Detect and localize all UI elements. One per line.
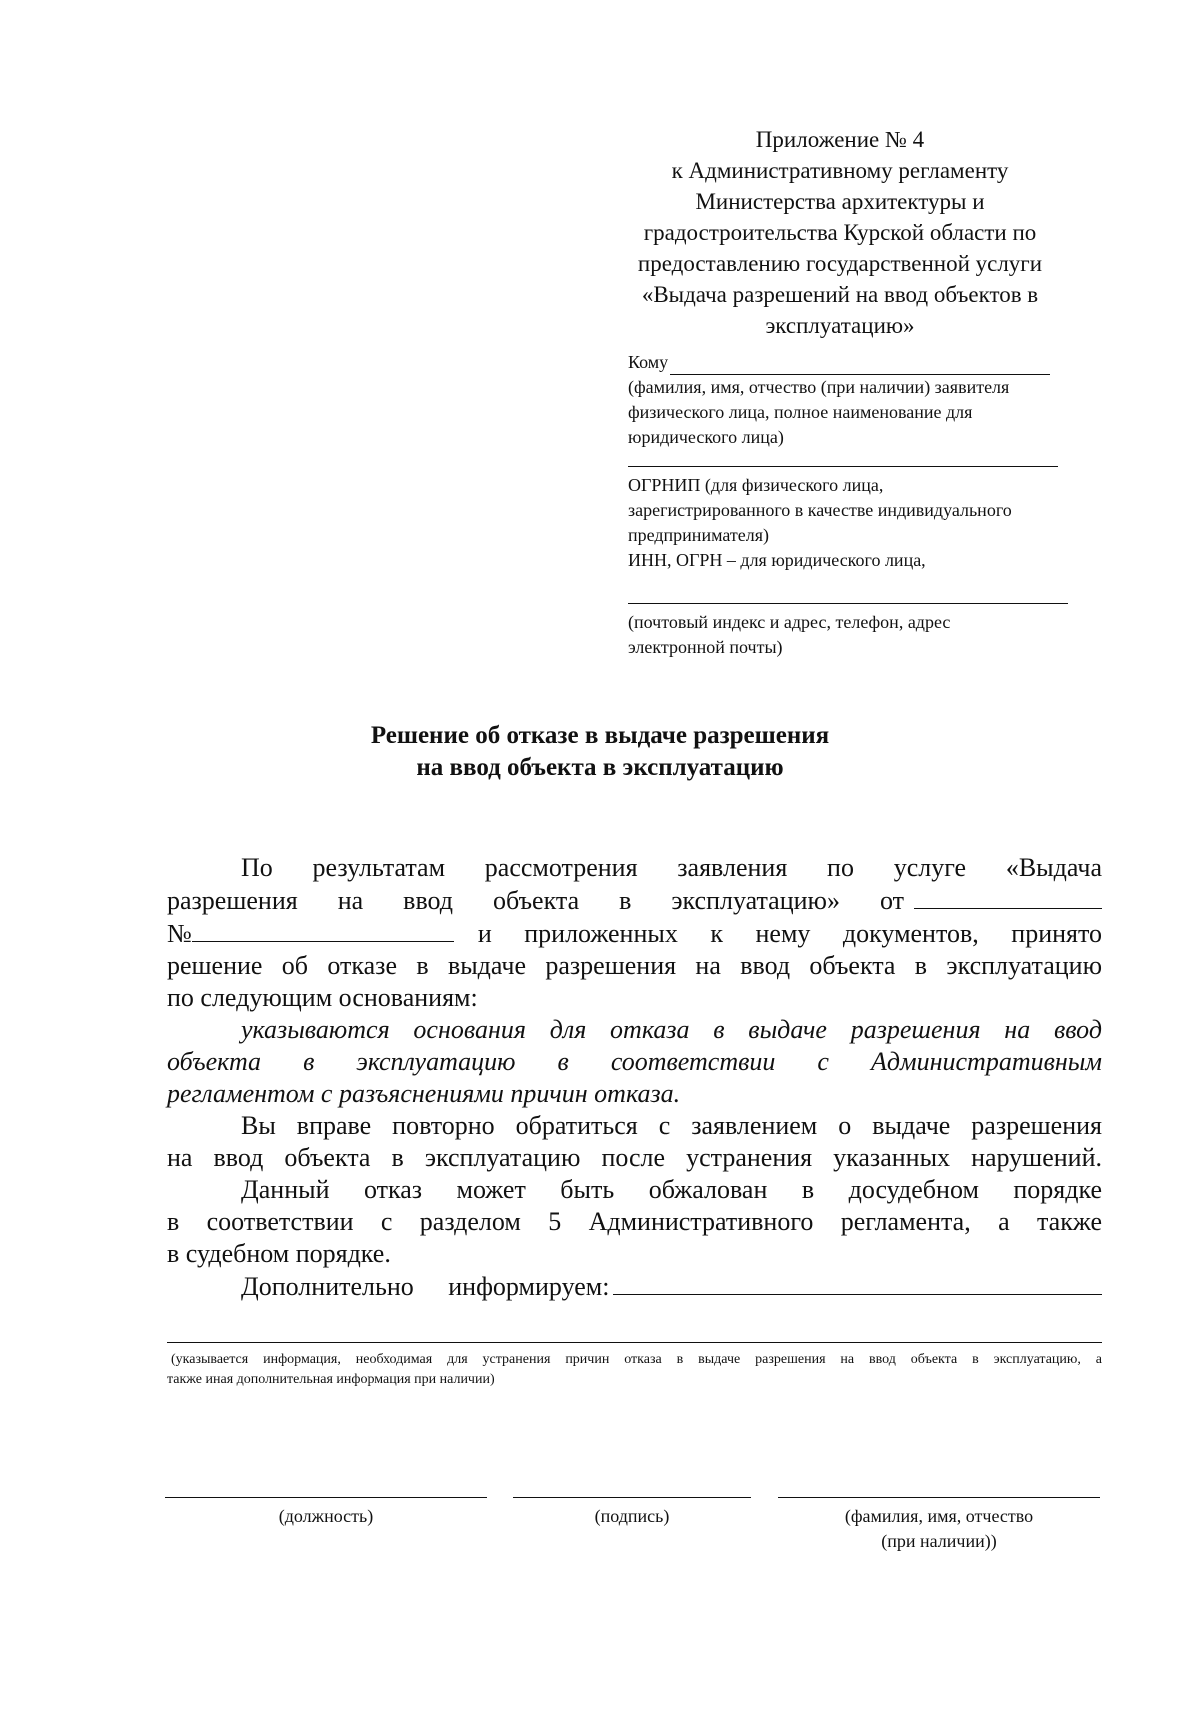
title-line-1: Решение об отказе в выдаче разрешения: [370, 722, 830, 749]
body-line: По результатам рассмотрения заявления по услуге «Выдача: [241, 853, 1102, 882]
additional-info-rule: [167, 1342, 1102, 1343]
addressee-hint-line: (фамилия, имя, отчество (при наличии) заявителя: [628, 377, 1010, 397]
additional-info-blank: [613, 1270, 1102, 1295]
body-line: в соответствии с разделом 5 Административного регламента, а также: [167, 1207, 1102, 1236]
document-title: [300, 720, 900, 784]
name-label-line: (при наличии)): [881, 1531, 997, 1551]
additional-info-row: [167, 1270, 1102, 1303]
addressee-hint-line: юридического лица): [628, 427, 784, 447]
appendix-line: Приложение № 4: [755, 127, 925, 152]
reasons-line: регламентом с разъяснениями причин отказа.: [167, 1079, 681, 1108]
body-line-date-row: [167, 884, 1102, 917]
document-body: [167, 852, 1102, 1303]
date-blank: [914, 884, 1102, 909]
body-line: по следующим основаниям:: [167, 983, 478, 1012]
signature-label: (подпись): [594, 1506, 670, 1526]
position-line: [165, 1497, 487, 1498]
addressee-ids-line: ОГРНИП (для физического лица,: [628, 475, 884, 495]
footnote: [167, 1350, 1102, 1390]
footnote-line: также иная дополнительная информация при наличии): [167, 1372, 495, 1387]
appendix-line: эксплуатацию»: [765, 313, 915, 338]
name-label-line: (фамилия, имя, отчество: [844, 1506, 1034, 1526]
position-label: (должность): [278, 1506, 374, 1526]
addressee-contacts-line: (почтовый индекс и адрес, телефон, адрес: [628, 612, 951, 632]
additional-info-label: Дополнительно информируем:: [241, 1272, 610, 1301]
reasons-line: объекта в эксплуатацию в соответствии с Административным: [167, 1047, 1102, 1076]
addressee-block: [628, 350, 1078, 660]
addressee-hint-line: физического лица, полное наименование для: [628, 402, 973, 422]
body-line: Данный отказ может быть обжалован в досудебном порядке: [241, 1175, 1102, 1204]
body-line: на ввод объекта в эксплуатацию после устранения указанных нарушений.: [167, 1143, 1102, 1172]
addressee-ids-line: ИНН, ОГРН – для юридического лица,: [628, 550, 926, 570]
addressee-name-blank: [670, 354, 1050, 375]
reasons-line: указываются основания для отказа в выдаче разрешения на ввод: [241, 1015, 1102, 1044]
footnote-line: (указывается информация, необходимая для устранения причин отказа в выдаче разрешения на ввод объекта в эксплуатацию, а: [171, 1352, 1102, 1367]
body-line-number-row: [167, 917, 1102, 950]
addressee-contacts-line: электронной почты): [628, 637, 783, 657]
appendix-line: к Административному регламенту: [671, 158, 1009, 183]
body-line-text: разрешения на ввод объекта в эксплуатацию» от: [167, 886, 904, 915]
number-sign: №: [167, 919, 192, 948]
appendix-line: Министерства архитектуры и: [695, 189, 985, 214]
addressee-ids-line: зарегистрированного в качестве индивидуального: [628, 500, 1012, 520]
addressee-ids-line: предпринимателя): [628, 525, 769, 545]
signature-line: [513, 1497, 751, 1498]
body-line: в судебном порядке.: [167, 1239, 391, 1268]
addressee-to-label: Кому: [628, 352, 669, 372]
title-line-2: на ввод объекта в эксплуатацию: [416, 754, 784, 781]
body-line: Вы вправе повторно обратиться с заявлением о выдаче разрешения: [241, 1111, 1102, 1140]
name-line: [778, 1497, 1100, 1498]
appendix-line: «Выдача разрешений на ввод объектов в: [641, 282, 1039, 307]
name-label: [778, 1504, 1100, 1554]
appendix-header: [600, 124, 1080, 341]
body-line: решение об отказе в выдаче разрешения на ввод объекта в эксплуатацию: [167, 951, 1102, 980]
body-line-text: и приложенных к нему документов, принято: [477, 919, 1102, 948]
number-blank: [192, 917, 454, 942]
appendix-line: предоставлению государственной услуги: [637, 251, 1043, 276]
appendix-line: градостроительства Курской области по: [643, 220, 1037, 245]
addressee-to-row: [628, 350, 1078, 375]
